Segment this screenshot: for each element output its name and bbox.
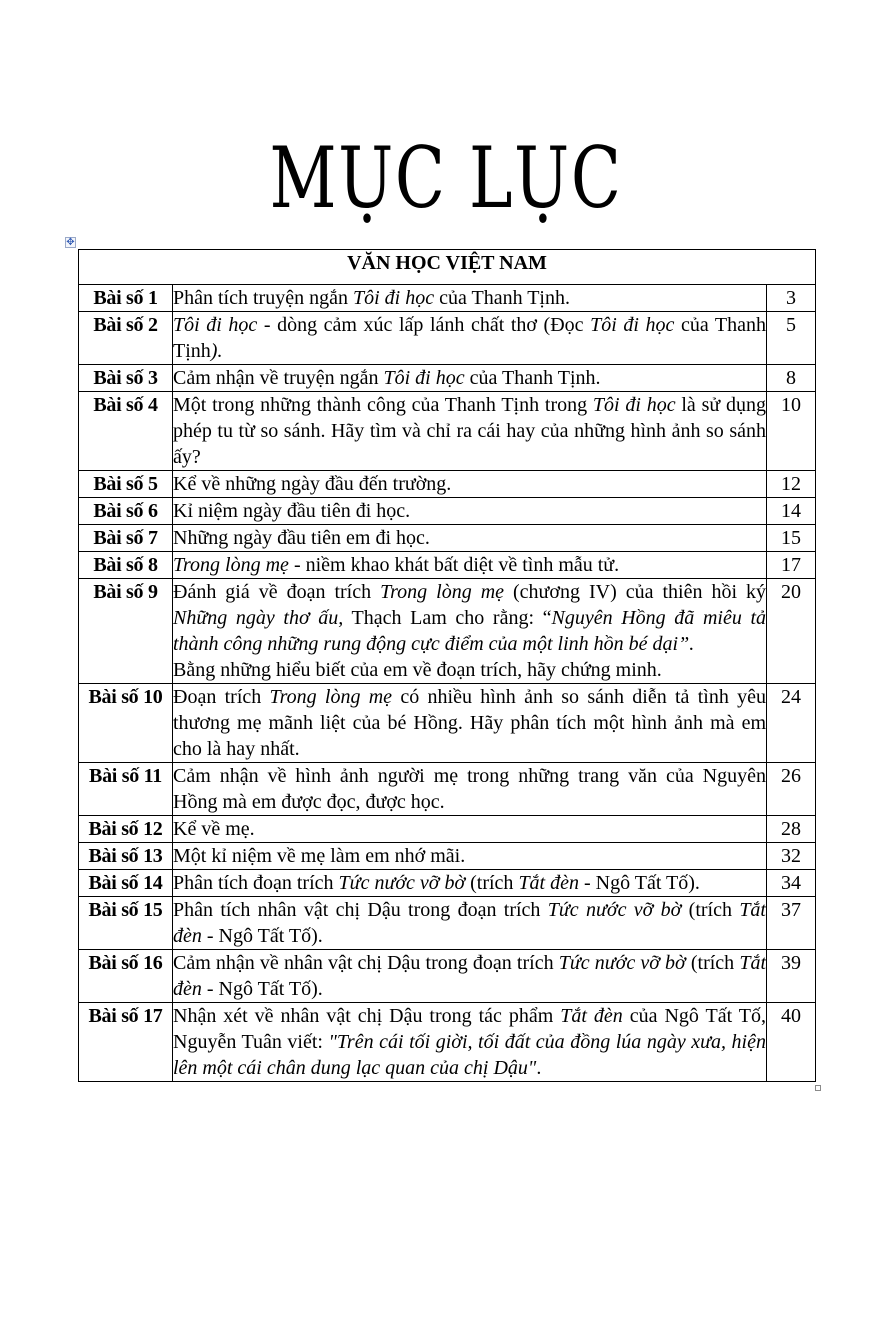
italic-text: Tắt đèn <box>560 1005 623 1027</box>
text: có nhiều hình ảnh so sánh diễn tả tình yêu thương mẹ mãnh liệt của bé Hồng. Hãy phân tích một hình ảnh mà em cho là hay nhất. <box>173 686 766 760</box>
lesson-title <box>173 365 767 392</box>
table-resize-handle-icon[interactable] <box>815 1085 821 1091</box>
lesson-title <box>173 285 767 312</box>
lesson-title <box>173 816 767 843</box>
section-header-row <box>79 250 816 285</box>
text: Phân tích đoạn trích <box>173 872 339 894</box>
text: của Ngô Tất Tố, Nguyễn Tuân viết: <box>173 1005 767 1053</box>
text: Cảm nhận về nhân vật chị Dậu trong đoạn trích <box>173 952 559 974</box>
page-number: 39 <box>767 950 816 1003</box>
text: Phân tích truyện ngắn <box>173 287 353 309</box>
italic-text: Những ngày thơ ấu, <box>173 607 344 629</box>
toc-row <box>79 498 816 525</box>
text: Đánh giá về đoạn trích <box>173 581 381 603</box>
table-move-handle-icon[interactable]: ✥ <box>66 237 75 248</box>
page-number: 14 <box>767 498 816 525</box>
italic-text: Tôi đi học <box>173 314 258 336</box>
toc-row <box>79 843 816 870</box>
section-header: VĂN HỌC VIỆT NAM <box>79 250 816 285</box>
text: Những ngày đầu tiên em đi học. <box>173 527 430 549</box>
text: - Ngô Tất Tố). <box>201 978 323 1000</box>
text: Cảm nhận về truyện ngắn <box>173 367 384 389</box>
toc-row <box>79 816 816 843</box>
italic-text: ). <box>210 340 223 362</box>
text: của Thanh Tịnh. <box>464 367 601 389</box>
lesson-title-paragraph <box>173 870 766 896</box>
lesson-number: Bài số 9 <box>79 579 173 684</box>
lesson-title-paragraph <box>173 897 766 949</box>
lesson-number: Bài số 10 <box>79 684 173 763</box>
italic-text: Tôi đi học <box>383 367 465 389</box>
lesson-title <box>173 552 767 579</box>
lesson-number: Bài số 2 <box>79 312 173 365</box>
lesson-number: Bài số 1 <box>79 285 173 312</box>
page-number: 28 <box>767 816 816 843</box>
lesson-number: Bài số 3 <box>79 365 173 392</box>
lesson-number: Bài số 12 <box>79 816 173 843</box>
text: (trích <box>681 899 740 921</box>
page-number: 12 <box>767 471 816 498</box>
toc-row <box>79 525 816 552</box>
lesson-title <box>173 579 767 684</box>
text: Thạch Lam cho rằng: “ <box>343 607 552 629</box>
text: Cảm nhận về hình ảnh người mẹ trong những trang văn của Nguyên Hồng mà em được đọc, được học. <box>173 765 766 813</box>
lesson-title-paragraph <box>173 471 766 497</box>
text: - niềm khao khát bất diệt về tình mẫu tử. <box>288 554 620 576</box>
lesson-title-paragraph <box>173 285 766 311</box>
lesson-title-paragraph <box>173 312 766 364</box>
toc-body <box>79 285 816 1082</box>
text: - dòng cảm xúc lấp lánh chất thơ (Đọc <box>257 314 591 336</box>
italic-text: Tắt đèn <box>173 952 767 1000</box>
lesson-number: Bài số 13 <box>79 843 173 870</box>
text: - Ngô Tất Tố). <box>201 925 323 947</box>
lesson-title <box>173 763 767 816</box>
lesson-title-paragraph <box>173 365 766 391</box>
toc-row <box>79 365 816 392</box>
toc-row <box>79 471 816 498</box>
text: Một kỉ niệm về mẹ làm em nhớ mãi. <box>173 845 466 867</box>
text: Kể về những ngày đầu đến trường. <box>173 473 452 495</box>
italic-text: "Trên cái tối giời, tối đất của đồng lúa ngày xưa, hiện lên một cái chân dung lạc quan của chị Dậu" <box>173 1031 766 1079</box>
page-number: 40 <box>767 1003 816 1082</box>
lesson-title-paragraph <box>173 843 766 869</box>
italic-text: Nguyên Hồng đã miêu tả thành công những rung động cực điểm của một linh hồn bé dại”. <box>173 607 767 655</box>
lesson-title-paragraph <box>173 950 766 1002</box>
italic-text: Tôi đi học <box>592 394 676 416</box>
page-number: 37 <box>767 897 816 950</box>
toc-row <box>79 579 816 684</box>
lesson-title-paragraph <box>173 525 766 551</box>
italic-text: Tắt đèn <box>173 899 766 947</box>
page-number: 8 <box>767 365 816 392</box>
italic-text: Tức nước vỡ bờ <box>338 872 466 894</box>
lesson-number: Bài số 8 <box>79 552 173 579</box>
toc-table-wrapper <box>78 249 815 1082</box>
toc-row <box>79 312 816 365</box>
lesson-title-paragraph <box>173 498 766 524</box>
page-number: 15 <box>767 525 816 552</box>
lesson-number: Bài số 11 <box>79 763 173 816</box>
page-number: 3 <box>767 285 816 312</box>
lesson-title-paragraph <box>173 1003 766 1081</box>
page-number: 20 <box>767 579 816 684</box>
toc-row <box>79 285 816 312</box>
page-number: 5 <box>767 312 816 365</box>
italic-text: Trong lòng mẹ <box>173 554 289 576</box>
text: (chương IV) của thiên hồi ký <box>504 581 766 603</box>
lesson-number: Bài số 4 <box>79 392 173 471</box>
lesson-title <box>173 843 767 870</box>
text: Phân tích nhân vật chị Dậu trong đoạn trích <box>173 899 548 921</box>
text: (trích <box>685 952 740 974</box>
lesson-number: Bài số 5 <box>79 471 173 498</box>
toc-row <box>79 763 816 816</box>
lesson-title-paragraph <box>173 657 766 683</box>
text: . <box>536 1057 542 1079</box>
lesson-title <box>173 897 767 950</box>
lesson-title <box>173 312 767 365</box>
text: Nhận xét về nhân vật chị Dậu trong tác phẩm <box>173 1005 561 1027</box>
lesson-title-paragraph <box>173 816 766 842</box>
lesson-title <box>173 498 767 525</box>
page-number: 32 <box>767 843 816 870</box>
toc-row <box>79 897 816 950</box>
lesson-number: Bài số 6 <box>79 498 173 525</box>
italic-text: Tắt đèn <box>518 872 579 894</box>
page-number: 24 <box>767 684 816 763</box>
text: Đoạn trích <box>173 686 270 708</box>
lesson-title-paragraph <box>173 763 766 815</box>
page-title: MỤC LỤC <box>269 129 623 227</box>
lesson-title <box>173 392 767 471</box>
page-number: 17 <box>767 552 816 579</box>
toc-row <box>79 684 816 763</box>
italic-text: Trong lòng mẹ <box>380 581 505 603</box>
page-number: 34 <box>767 870 816 897</box>
lesson-title <box>173 950 767 1003</box>
lesson-number: Bài số 7 <box>79 525 173 552</box>
lesson-number: Bài số 16 <box>79 950 173 1003</box>
toc-row <box>79 552 816 579</box>
lesson-number: Bài số 14 <box>79 870 173 897</box>
toc-row <box>79 950 816 1003</box>
page-number: 26 <box>767 763 816 816</box>
toc-row <box>79 870 816 897</box>
lesson-title-paragraph <box>173 392 766 470</box>
lesson-title-paragraph <box>173 684 766 762</box>
toc-row <box>79 392 816 471</box>
italic-text: Tức nước vỡ bờ <box>558 952 686 974</box>
lesson-title <box>173 870 767 897</box>
lesson-title-paragraph <box>173 579 766 657</box>
italic-text: Tức nước vỡ bờ <box>547 899 682 921</box>
lesson-title <box>173 684 767 763</box>
lesson-number: Bài số 15 <box>79 897 173 950</box>
text: của Thanh Tịnh. <box>434 287 570 309</box>
lesson-title-paragraph <box>173 552 766 578</box>
lesson-title <box>173 471 767 498</box>
toc-table <box>78 249 816 1082</box>
text: - Ngô Tất Tố). <box>579 872 700 894</box>
italic-text: Trong lòng mẹ <box>269 686 393 708</box>
text: (trích <box>465 872 519 894</box>
text: là sử dụng phép tu từ so sánh. Hãy tìm và chỉ ra cái hay của những hình ảnh so sánh ấy? <box>173 394 766 468</box>
toc-row <box>79 1003 816 1082</box>
lesson-number: Bài số 17 <box>79 1003 173 1082</box>
page-number: 10 <box>767 392 816 471</box>
text: Một trong những thành công của Thanh Tịnh trong <box>173 394 593 416</box>
italic-text: Tôi đi học <box>590 314 675 336</box>
lesson-title <box>173 1003 767 1082</box>
italic-text: Tôi đi học <box>352 287 435 309</box>
text: của Thanh Tịnh <box>173 314 766 362</box>
lesson-title <box>173 525 767 552</box>
text: Kỉ niệm ngày đầu tiên đi học. <box>173 500 411 522</box>
text: Kể về mẹ. <box>173 818 255 840</box>
text: Bằng những hiểu biết của em về đoạn trích, hãy chứng minh. <box>173 659 662 681</box>
